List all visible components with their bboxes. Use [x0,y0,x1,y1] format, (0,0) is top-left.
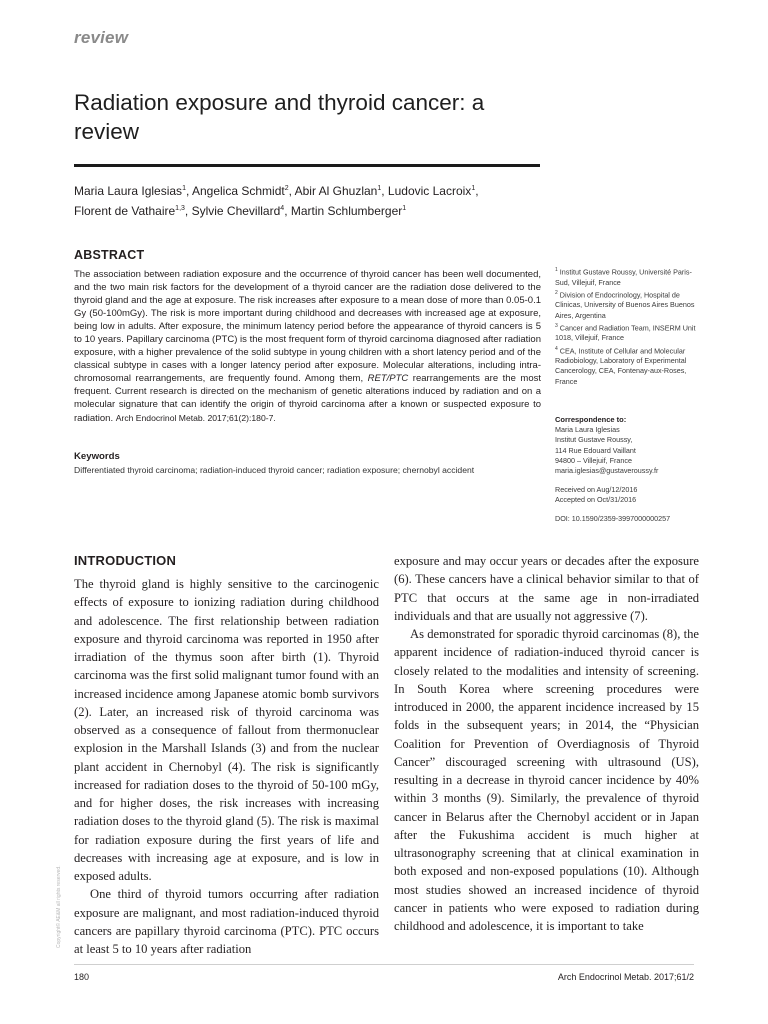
correspondence-line: 94800 – Villejuif, France [555,455,632,465]
affiliation: $^3$ Cancer and Radiation Team, INSERM Unit 1018, Villejuif, France [555,322,696,343]
copyright-notice: Copyright© AE&M all rights reserved. [56,865,62,948]
article-title: Radiation exposure and thyroid cancer: a review [74,90,485,144]
correspondence-line: Maria Laura Iglesias [555,425,620,435]
affiliation: $^1$ Institut Gustave Roussy, Université Paris-Sud, Villejuif, France [555,267,692,287]
abstract-text: The association between radiation exposure and the occurrence of thyroid cancer has been well documented, and the two main risk factors for the development of a thyroid cancer are the radiation dose delivered to the thyroid gland and the age at exposure. The risk increases after exposure to a mean dose of more than 0.05-0.1 Gy (50-100mGy). The risk is more important during childhood and decreases with increased age at exposure, being low in adults. After exposure, the minimum latency period before the appearance of thyroid cancers is 5 to 10 years. Papillary carcinoma (PTC) is the most frequent form of thyroid carcinoma diagnosed after radiation exposure, with a higher prevalence of the solid subtype in young children with a short latency period and of the classical subtype in cases with a longer latency period after exposure. Molecular alterations, including intra-chromosomal rearrangements, are frequently found. Among them, RET/PTC rearrangements are the most frequent. Current research is directed on the mechanism of genetic alterations induced by radiation and on a molecular signature that can identify the origin of thyroid carcinoma after a known or suspected exposure to radiation. Arch Endocrinol Metab. 2017;61(2):180-7. [74,269,541,424]
title-divider [74,164,540,167]
author: Sylvie Chevillard$^4$, [191,204,291,218]
correspondence-heading: Correspondence to: [555,415,627,424]
keywords-text: Differentiated thyroid carcinoma; radiation-induced thyroid cancer; radiation exposure; chernobyl accident [74,465,475,475]
paragraph: As demonstrated for sporadic thyroid carcinomas (8), the apparent incidence of radiation-induced thyroid cancer is closely related to the modalities and intensity of screening. In South Korea where screening procedures were introduced in 2000, the apparent incidence increased by 15 folds in the subsequent years; in 2014, the “Physician Coalition for Prevention of Overdiagnosis of Thyroid Cancer” discouraged screening with ultrasound (US), resulting in a decrease in thyroid cancer incidence by 40% within 3 months (9). Similarly, the prevalence of thyroid cancer in Belarus after the Chernobyl accident or in Japan after the Fukushima accident is much higher at ultrasonography screening that at clinical examination in both exposed and non-exposed populations (10). Although most studies showed an increased incidence of thyroid cancer in patients who were exposed to radiation during childhood and adolescence, it is important to take [394,627,699,933]
author: Angelica Schmidt$^2$, [191,184,295,198]
author: Florent de Vathaire$^{1,3}$, [74,204,192,218]
abstract-citation: Arch Endocrinol Metab. 2017;61(2):180-7. [115,412,276,423]
accepted-date: Accepted on Oct/31/2016 [555,495,637,505]
body-column-right [394,552,699,935]
author-list [74,180,544,220]
correspondence-line: 114 Rue Edouard Vaillant [555,445,636,455]
correspondence [555,415,705,476]
correspondence-line: Institut Gustave Roussy, [555,435,633,445]
journal-reference: Arch Endocrinol Metab. 2017;61/2 [557,972,694,982]
affiliation: $^2$ Division of Endocrinology, Hospital de Clinicas, University of Buenos Aires Buenos Aires, Argentina [555,289,695,320]
article-dates [555,485,705,505]
abstract-heading: ABSTRACT [74,248,145,262]
section-tag: review [74,28,129,47]
received-date: Received on Aug/12/2016 [555,485,638,494]
paragraph: One third of thyroid tumors occurring after radiation exposure are malignant, and most radiation-induced thyroid cancers are papillary thyroid carcinoma (PTC). PTC occurs at least 5 to 10 years after radiation [74,887,379,956]
footer-divider [74,964,694,965]
author: Maria Laura Iglesias$^1$, [74,184,192,198]
correspondence-email: maria.iglesias@gustaveroussy.fr [555,466,659,476]
author: Ludovic Lacroix$^1$, [387,184,479,198]
affiliation: $^4$ CEA, Institute of Cellular and Molecular Radiobiology, Laboratory of Experimental Cancerology, CEA, Fontenay-aux-Roses, France [555,345,687,386]
keywords-heading: Keywords [74,451,120,462]
paragraph: The thyroid gland is highly sensitive to the carcinogenic effects of exposure to ionizing radiation during childhood and adolescence. The first relationship between radiation exposure and thyroid carcinoma was reported in 1950 after irradiation of the thymus soon after birth (1). Thyroid carcinoma was the first solid malignant tumor found with an increased incidence among Japanese atomic bomb survivors (2). Later, an increased risk of thyroid carcinoma was observed as a consequence of fallout from thermonuclear explosion in the Marshall Islands (3) and from the nuclear plant accident in Chernobyl (4). The risk is significantly increased for radiation doses to the thyroid of 50-100 mGy, and for higher doses, the risk increases with increasing radiation doses to the thyroid gland (5). The risk is maximal for radiation exposure during the first years of life and decreases with increasing age at exposure, and is low in exposed adults. [74,577,379,883]
body-column-left [74,575,379,958]
affiliations [555,265,705,387]
author: Abir Al Ghuzlan$^1$, [294,184,388,198]
page-number: 180 [74,972,90,982]
doi: DOI: 10.1590/2359-3997000000257 [555,514,671,523]
introduction-heading: INTRODUCTION [74,553,177,568]
paragraph: exposure and may occur years or decades after the exposure (6). These cancers have a clinical behavior similar to that of PTC that occurs at the same age in non-irradiated individuals and that are usually not aggressive (7). [394,554,699,623]
author: Martin Schlumberger$^1$ [290,204,407,218]
